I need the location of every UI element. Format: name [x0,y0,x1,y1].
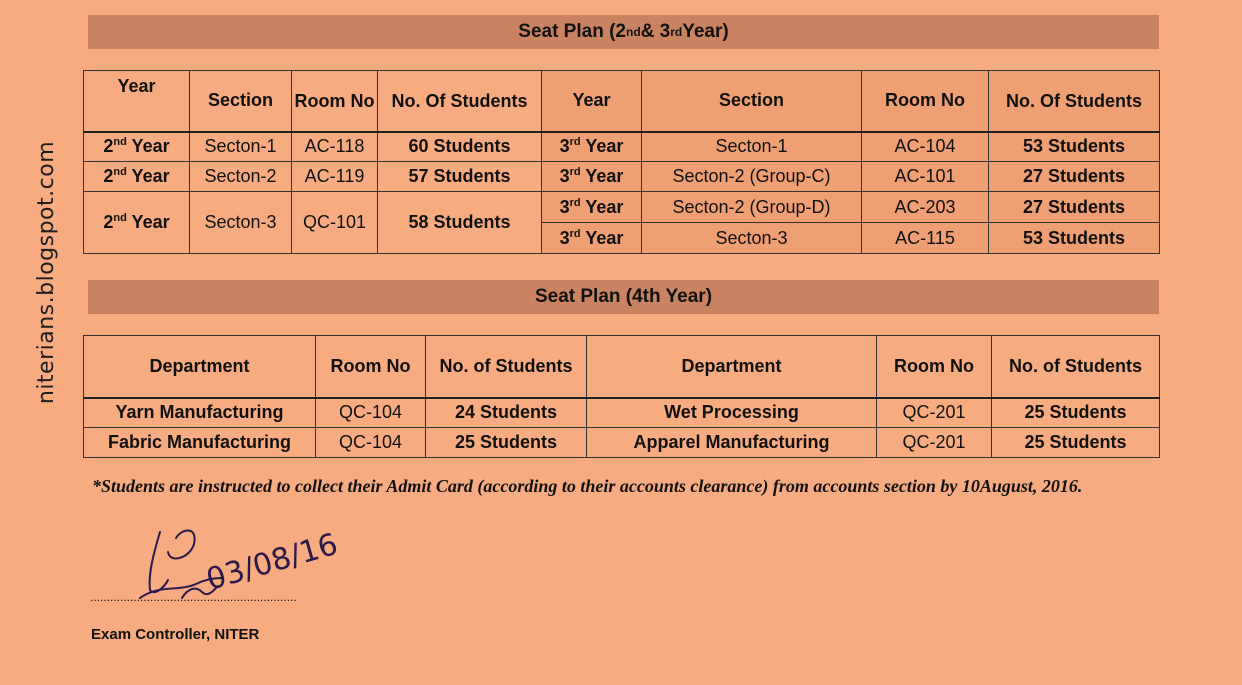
students-cell: 53 Students [989,132,1160,162]
table-row [542,162,1160,192]
title-sup: nd [625,25,641,39]
year-cell: 3rd Year [542,223,642,254]
room-cell: QC-201 [877,428,992,458]
department-cell: Wet Processing [587,398,877,428]
table-row [542,192,1160,223]
header-room-no: Room No [292,71,378,132]
table-row [84,132,542,162]
header-no-of-students: No. Of Students [378,71,542,132]
section-cell: Secton-2 (Group-C) [642,162,862,192]
watermark [26,130,68,415]
admit-card-note: *Students are instructed to collect their Admit Card (according to their accounts clearance) from accounts section by 10August, 2016. [92,476,1083,496]
room-cell: QC-201 [877,398,992,428]
table-2nd-year [83,70,542,254]
table-row [542,223,1160,254]
department-cell: Yarn Manufacturing [84,398,316,428]
title-part: Year) [682,21,729,42]
students-cell: 25 Students [992,428,1160,458]
header-section: Section [642,71,862,132]
students-cell: 25 Students [426,428,587,458]
table-4th-year [83,335,1160,458]
year-cell: 2nd Year [84,162,190,192]
room-cell: AC-104 [862,132,989,162]
header-row [542,71,1160,132]
section-cell: Secton-3 [642,223,862,254]
header-section: Section [190,71,292,132]
header-room-no: Room No [877,336,992,398]
table-3rd-year [541,70,1160,254]
signature-line: .............................................................. [90,590,297,604]
header-no-of-students: No. of Students [426,336,587,398]
header-department: Department [84,336,316,398]
section-title-2nd-3rd-year [88,15,1159,49]
section-cell: Secton-1 [190,132,292,162]
table-row [84,398,1160,428]
title-sup: rd [670,25,683,39]
students-cell: 25 Students [992,398,1160,428]
section-cell: Secton-1 [642,132,862,162]
header-row [84,336,1160,398]
year-cell: 3rd Year [542,132,642,162]
header-year: Year [542,71,642,132]
students-cell: 24 Students [426,398,587,428]
year-cell: 2nd Year [84,192,190,254]
title-part: & 3 [640,21,671,42]
header-department: Department [587,336,877,398]
year-cell: 3rd Year [542,162,642,192]
header-room-no: Room No [316,336,426,398]
watermark-text: niterians.blogspot.com [34,140,60,405]
section-cell: Secton-2 [190,162,292,192]
room-cell: QC-101 [292,192,378,254]
room-cell: QC-104 [316,428,426,458]
room-cell: AC-118 [292,132,378,162]
table-row [84,162,542,192]
room-cell: AC-115 [862,223,989,254]
section-cell: Secton-3 [190,192,292,254]
table-row [84,428,1160,458]
department-cell: Apparel Manufacturing [587,428,877,458]
students-cell: 53 Students [989,223,1160,254]
section-cell: Secton-2 (Group-D) [642,192,862,223]
year-cell: 2nd Year [84,132,190,162]
students-cell: 27 Students [989,162,1160,192]
header-no-of-students: No. Of Students [989,71,1160,132]
department-cell: Fabric Manufacturing [84,428,316,458]
students-cell: 57 Students [378,162,542,192]
header-row [84,71,542,132]
room-cell: AC-119 [292,162,378,192]
header-year: Year [84,71,190,132]
section-title-4th-year: Seat Plan (4th Year) [88,280,1159,314]
table-row [84,192,542,254]
room-cell: QC-104 [316,398,426,428]
header-room-no: Room No [862,71,989,132]
exam-controller-label: Exam Controller, NITER [91,626,260,643]
students-cell: 58 Students [378,192,542,254]
year-cell: 3rd Year [542,192,642,223]
header-no-of-students: No. of Students [992,336,1160,398]
students-cell: 60 Students [378,132,542,162]
signature-image [130,518,342,608]
signature-date: 03/08/16 [202,526,342,598]
table-row [542,132,1160,162]
room-cell: AC-101 [862,162,989,192]
title-part: Seat Plan (2 [518,21,626,42]
room-cell: AC-203 [862,192,989,223]
students-cell: 27 Students [989,192,1160,223]
